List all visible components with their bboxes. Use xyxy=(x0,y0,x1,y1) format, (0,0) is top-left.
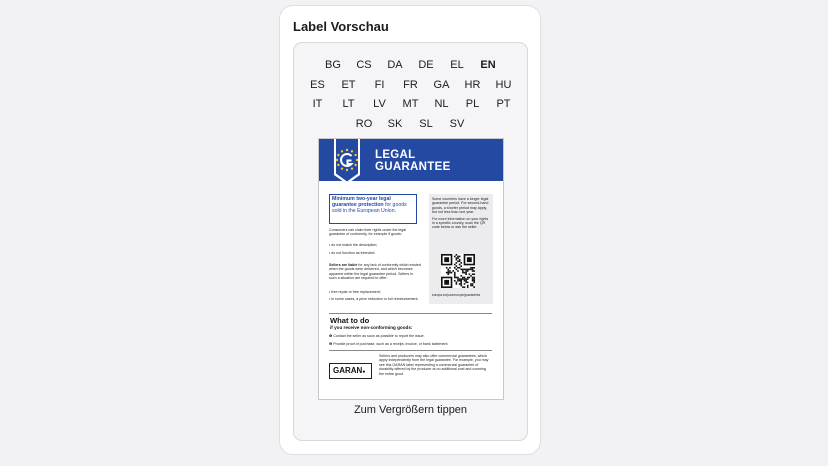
bullet-2-text: do not function as intended. xyxy=(331,251,376,255)
language-option-nl[interactable]: NL xyxy=(434,98,449,110)
language-option-sv[interactable]: SV xyxy=(449,117,465,130)
minimum-guarantee-box xyxy=(329,194,417,224)
commercial-guarantee-text: Sellers and producers may also offer commercial guarantees, which apply independently from the legal guarantee. For example, you may see this GARAN label representing a commercial guarantee of durability offered by the producer at no additional cost and covering the entire good. xyxy=(379,354,489,376)
language-option-es[interactable]: ES xyxy=(310,78,325,91)
step-2-text: Provide proof of purchase, such as a receipt, invoice, or bank statement. xyxy=(333,342,449,346)
what-to-do-title: What to do xyxy=(330,316,370,325)
remedy-2-text: in some cases, a price reduction or full reimbursement. xyxy=(331,297,419,301)
language-row xyxy=(294,116,527,136)
sellers-bold: Sellers are liable xyxy=(329,263,358,267)
min-guarantee-rest: for goods sold in the European Union. xyxy=(332,201,407,214)
side-url: europa.eu/youreurope/guarantees xyxy=(432,293,481,297)
language-option-ro[interactable]: RO xyxy=(355,117,373,130)
bullet-2: • do not function as intended. xyxy=(329,251,376,255)
language-option-ga[interactable]: GA xyxy=(433,78,450,91)
language-option-pt[interactable]: PT xyxy=(496,98,511,110)
side-text-1: Some countries have a longer legal guarantee period. For second-hand goods, a shorter period may apply, but not less than one year. xyxy=(432,197,489,215)
min-guarantee-title: Minimum two-year legal guarantee protection xyxy=(332,196,391,208)
language-option-fi[interactable]: FI xyxy=(374,78,385,91)
remedy-2: • in some cases, a price reduction or full reimbursement. xyxy=(329,297,419,301)
bullet-1-text: do not match the description; xyxy=(331,243,378,247)
language-option-en[interactable]: EN xyxy=(480,59,496,71)
language-option-hu[interactable]: HU xyxy=(495,78,512,91)
language-option-de[interactable]: DE xyxy=(418,59,434,71)
language-option-et[interactable]: ET xyxy=(341,78,356,91)
banner-title-line1: LEGAL xyxy=(375,149,416,161)
language-option-bg[interactable]: BG xyxy=(325,59,341,71)
language-selector xyxy=(294,57,527,135)
sellers-text xyxy=(329,263,421,281)
label-banner xyxy=(319,139,503,181)
remedy-1-text: free repair or free replacement; xyxy=(331,290,381,294)
language-option-lv[interactable]: LV xyxy=(373,98,386,110)
language-row xyxy=(294,96,527,116)
divider-2 xyxy=(329,350,492,351)
language-row xyxy=(294,57,527,77)
language-option-fr[interactable]: FR xyxy=(403,78,418,91)
side-text-2: For more information on your rights in a specific country, scan the QR code below or ask the seller. xyxy=(432,216,489,230)
banner-title xyxy=(375,149,451,173)
eu-shield-icon xyxy=(332,139,362,185)
language-option-cs[interactable]: CS xyxy=(356,59,372,71)
language-option-it[interactable]: IT xyxy=(312,98,323,110)
garan-logo: GARAN● xyxy=(329,363,372,379)
step-2: ❷ Provide proof of purchase, such as a receipt, invoice, or bank statement. xyxy=(329,342,449,346)
legal-guarantee-label[interactable] xyxy=(318,138,504,400)
language-option-lt[interactable]: LT xyxy=(342,98,355,110)
language-option-pl[interactable]: PL xyxy=(465,98,480,110)
consumers-text: Consumers can claim their rights under the legal guarantee of conformity, for example if goods: xyxy=(329,228,407,237)
remedy-1: • free repair or free replacement; xyxy=(329,290,381,294)
step-1-text: Contact the seller as soon as possible to report the issue; xyxy=(333,334,425,338)
language-option-el[interactable]: EL xyxy=(450,59,464,71)
garan-logo-text: GARAN xyxy=(333,366,363,375)
preview-panel[interactable] xyxy=(293,42,528,441)
language-option-sl[interactable]: SL xyxy=(419,117,433,130)
tap-to-enlarge-caption: Zum Vergrößern tippen xyxy=(353,404,468,416)
divider xyxy=(329,313,492,314)
qr-code-icon xyxy=(441,254,475,288)
sellers-rest: for any lack of conformity which existed when the goods were delivered, and which becomes apparent within the legal guarantee period. Sellers in such a situation are required to offer: xyxy=(329,263,421,281)
what-to-do-subtitle: if you receive non-conforming goods: xyxy=(330,325,413,330)
step-1: ❶ Contact the seller as soon as possible to report the issue; xyxy=(329,334,425,338)
card-title: Label Vorschau xyxy=(293,19,389,34)
language-option-sk[interactable]: SK xyxy=(387,117,403,130)
bullet-1: • do not match the description; xyxy=(329,243,378,247)
language-row xyxy=(294,77,527,97)
language-option-da[interactable]: DA xyxy=(387,59,403,71)
label-preview-card xyxy=(279,5,541,455)
banner-title-line2: GUARANTEE xyxy=(375,161,451,173)
info-sidebox xyxy=(429,194,493,304)
language-option-hr[interactable]: HR xyxy=(464,78,481,91)
language-option-mt[interactable]: MT xyxy=(402,98,419,110)
